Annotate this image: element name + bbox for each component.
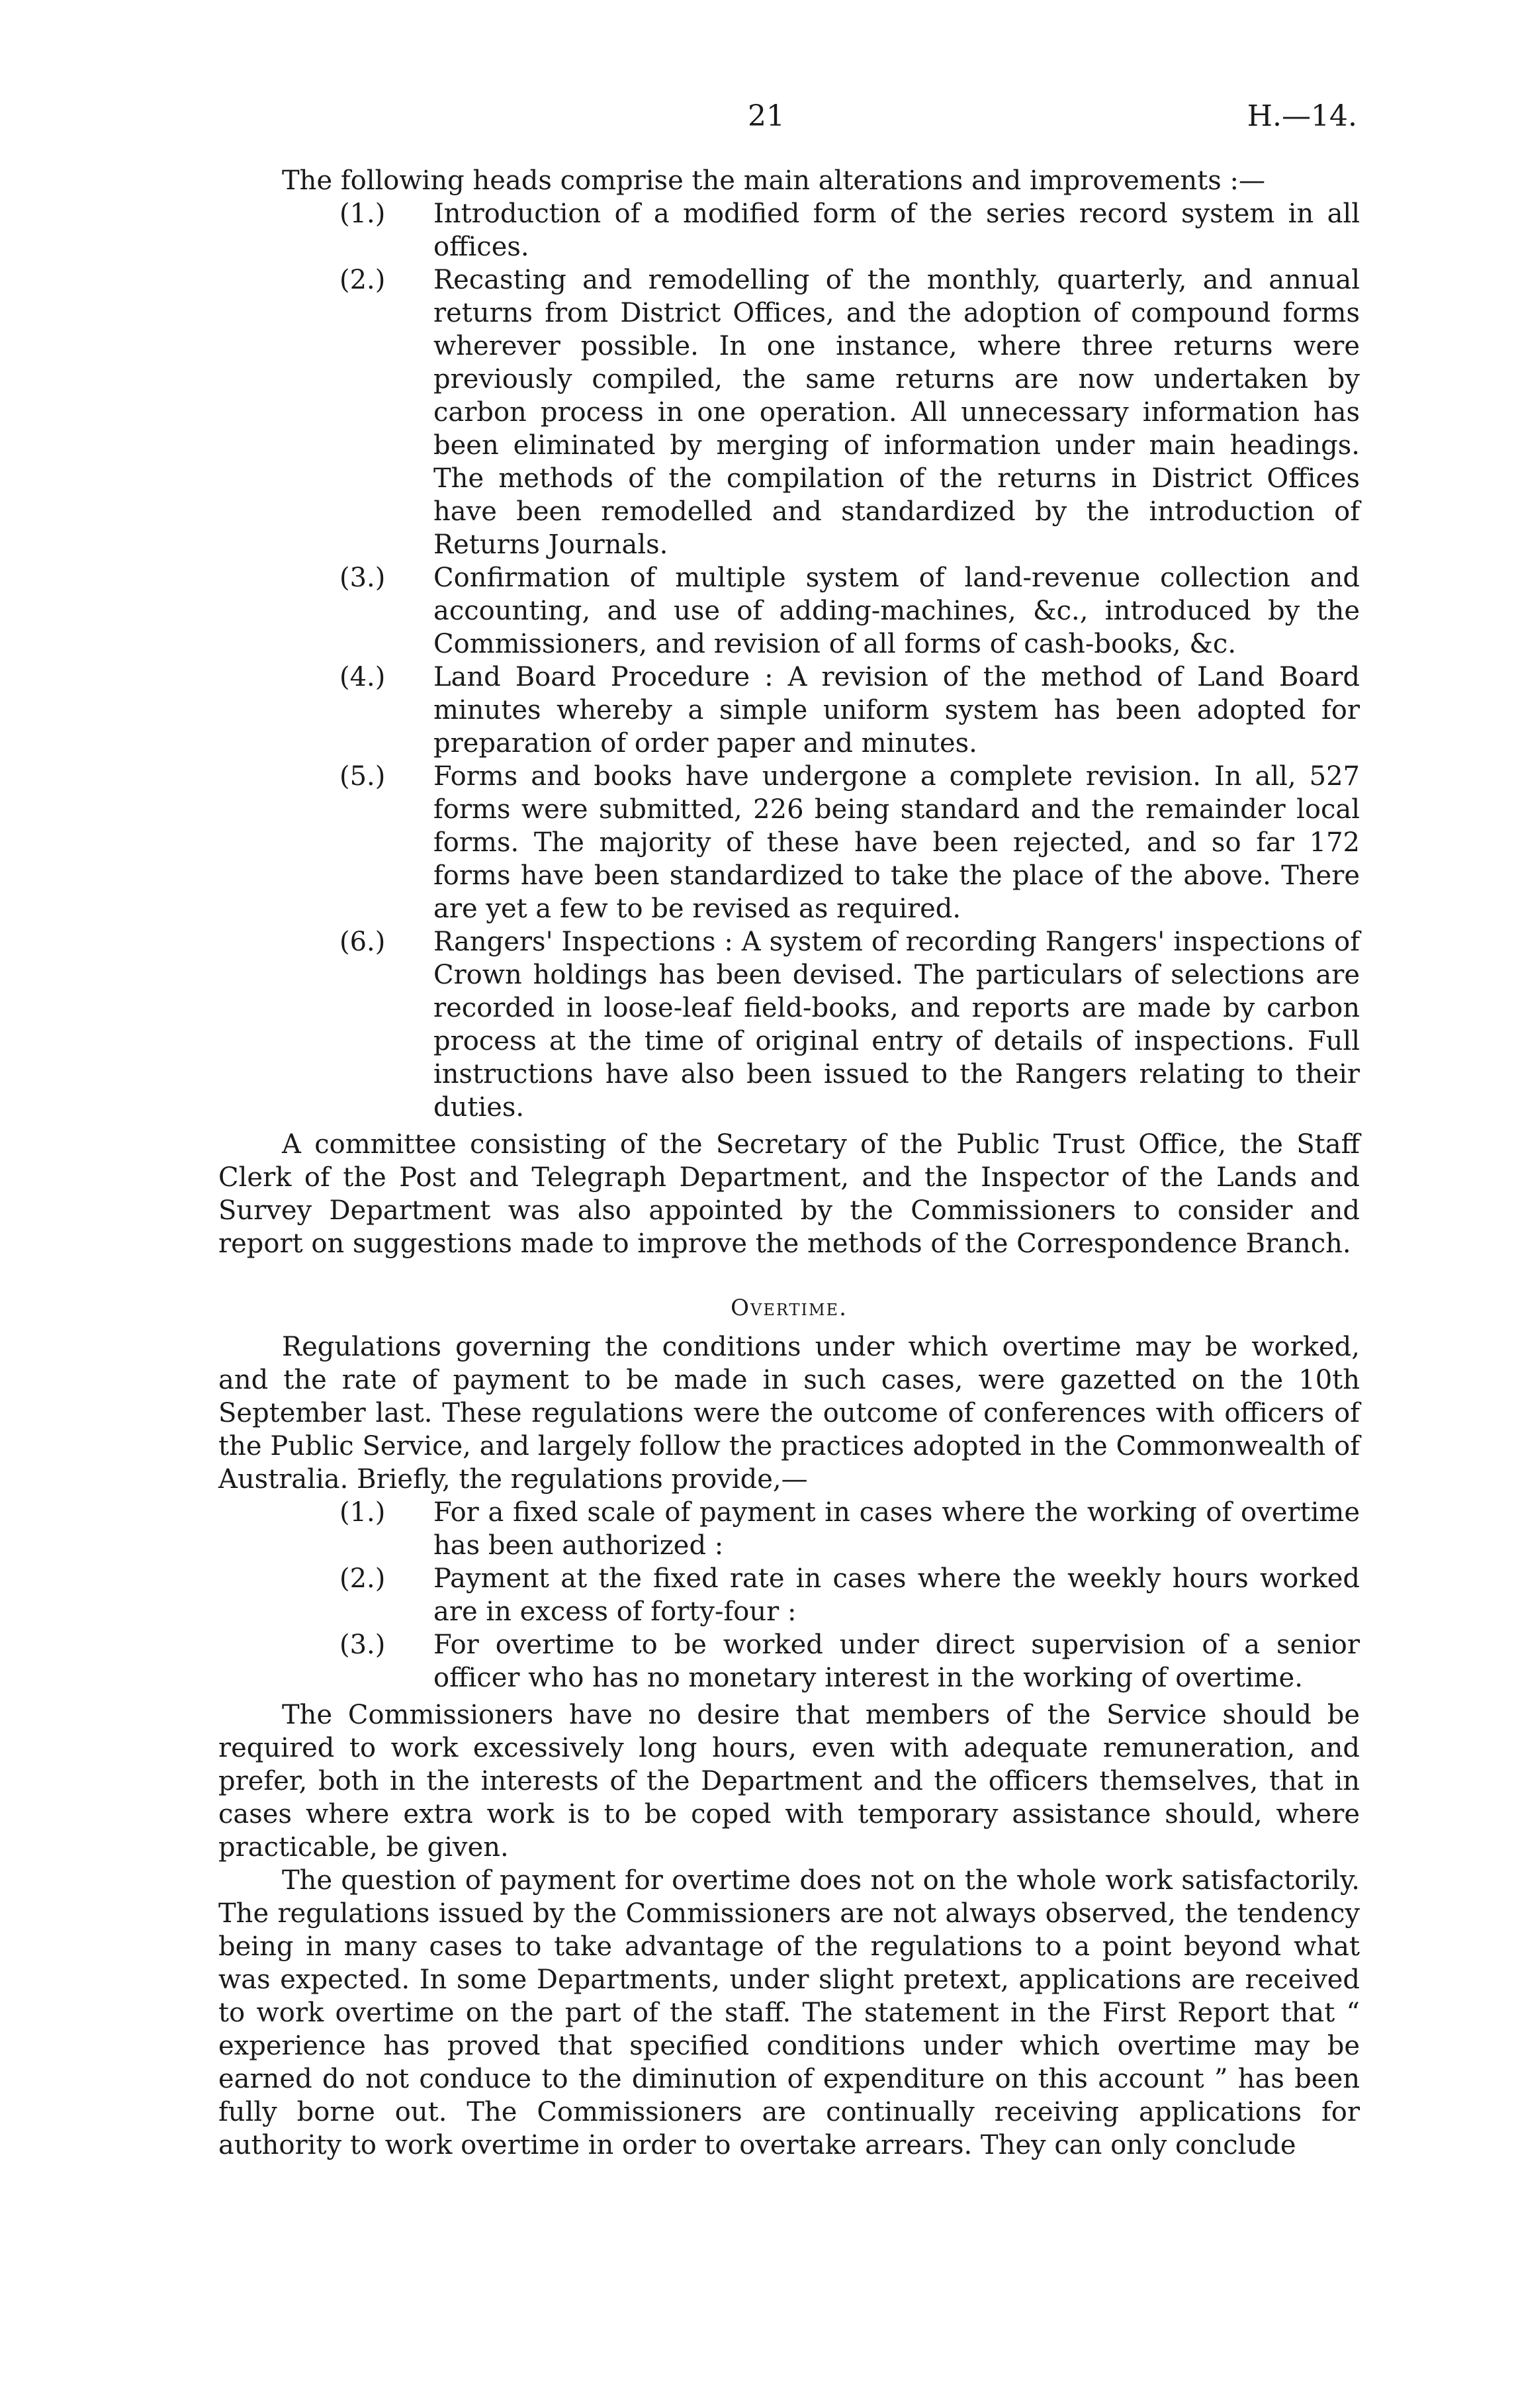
page-header [0, 99, 1516, 139]
item-text: Confirmation of multiple system of land-revenue collection and accounting, and use of adding-machines, &c., introduced by the Commissioners, and revision of all forms of cash-books, &c. [433, 563, 1360, 659]
list-item [218, 760, 1360, 925]
overtime-intro-paragraph: Regulations governing the conditions under which overtime may be worked, and the rate of payment to be made in such cases, were gazetted on the 10th September last. These regulations were the outcome of conferences with officers of the Public Service, and largely follow the practices adopted in the Commonwealth of Australia. Briefly, the regulations provide,— [218, 1332, 1360, 1495]
item-number: (2.) [339, 265, 386, 295]
item-number: (1.) [339, 1497, 386, 1528]
item-number: (5.) [339, 761, 386, 792]
document-reference: H.—14. [1247, 99, 1357, 133]
improvements-list [218, 197, 1360, 1124]
list-item [218, 1562, 1360, 1628]
committee-paragraph: A committee consisting of the Secretary of the Public Trust Office, the Staff Clerk of the Post and Telegraph Department, and the Inspector of the Lands and Survey Department was also appointed by the Commissioners to consider and report on suggestions made to improve the methods of the Correspondence Branch. [218, 1129, 1360, 1259]
item-text: Introduction of a modified form of the series record system in all offices. [433, 199, 1360, 262]
list-item [218, 561, 1360, 661]
page-body [218, 164, 1360, 2162]
list-item [218, 661, 1360, 760]
item-text: For overtime to be worked under direct supervision of a senior officer who has no monetary interest in the working of overtime. [433, 1630, 1360, 1693]
item-text: Payment at the fixed rate in cases where the weekly hours worked are in excess of forty-four : [433, 1563, 1360, 1627]
list-item [218, 263, 1360, 561]
section-intro: The following heads comprise the main alterations and improvements :— [282, 165, 1265, 196]
item-text: For a fixed scale of payment in cases where the working of overtime has been authorized : [433, 1497, 1360, 1561]
list-item [218, 1496, 1360, 1562]
regulations-list [218, 1496, 1360, 1694]
item-text: Forms and books have undergone a complete revision. In all, 527 forms were submitted, 226 being standard and the remainder local forms. The majority of these have been rejected, and so far 172 forms have been standardized to take the place of the above. There are yet a few to be revised as required. [433, 761, 1360, 924]
item-number: (3.) [339, 563, 386, 593]
item-number: (1.) [339, 199, 386, 229]
item-number: (2.) [339, 1563, 386, 1594]
section-heading-overtime: Overtime. [731, 1295, 848, 1321]
item-text: Rangers' Inspections : A system of recording Rangers' inspections of Crown holdings has been devised. The particulars of selections are recorded in loose-leaf field-books, and reports are made by carbon process at the time of original entry of details of inspections. Full instructions have also been issued to the Rangers relating to their duties. [433, 927, 1360, 1123]
list-item [218, 1628, 1360, 1694]
item-number: (3.) [339, 1630, 386, 1660]
page-number: 21 [748, 99, 785, 133]
commissioners-paragraph: The Commissioners have no desire that members of the Service should be required to work excessively long hours, even with adequate remuneration, and prefer, both in the interests of the Department and the officers themselves, that in cases where extra work is to be coped with temporary assistance should, where practicable, be given. [218, 1700, 1360, 1863]
list-item [218, 925, 1360, 1124]
item-text: Recasting and remodelling of the monthly, quarterly, and annual returns from District Offices, and the adoption of compound forms wherever possible. In one instance, where three returns were previously compiled, the same returns are now undertaken by carbon process in one operation. All unnecessary information has been eliminated by merging of information under main headings. The methods of the compilation of the returns in District Offices have been remodelled and standardized by the introduction of Returns Journals. [433, 265, 1360, 560]
item-number: (6.) [339, 927, 386, 957]
item-text: Land Board Procedure : A revision of the method of Land Board minutes whereby a simple uniform system has been adopted for preparation of order paper and minutes. [433, 662, 1360, 759]
item-number: (4.) [339, 662, 386, 692]
payment-paragraph: The question of payment for overtime does not on the whole work satisfactorily. The regulations issued by the Commissioners are not always observed, the tendency being in many cases to take advantage of the regulations to a point beyond what was expected. In some Departments, under slight pretext, applications are received to work overtime on the part of the staff. The statement in the First Report that “ experience has proved that specified conditions under which overtime may be earned do not conduce to the diminution of expenditure on this account ” has been fully borne out. The Commissioners are continually receiving applications for authority to work overtime in order to overtake arrears. They can only conclude [218, 1865, 1360, 2160]
list-item [218, 197, 1360, 263]
